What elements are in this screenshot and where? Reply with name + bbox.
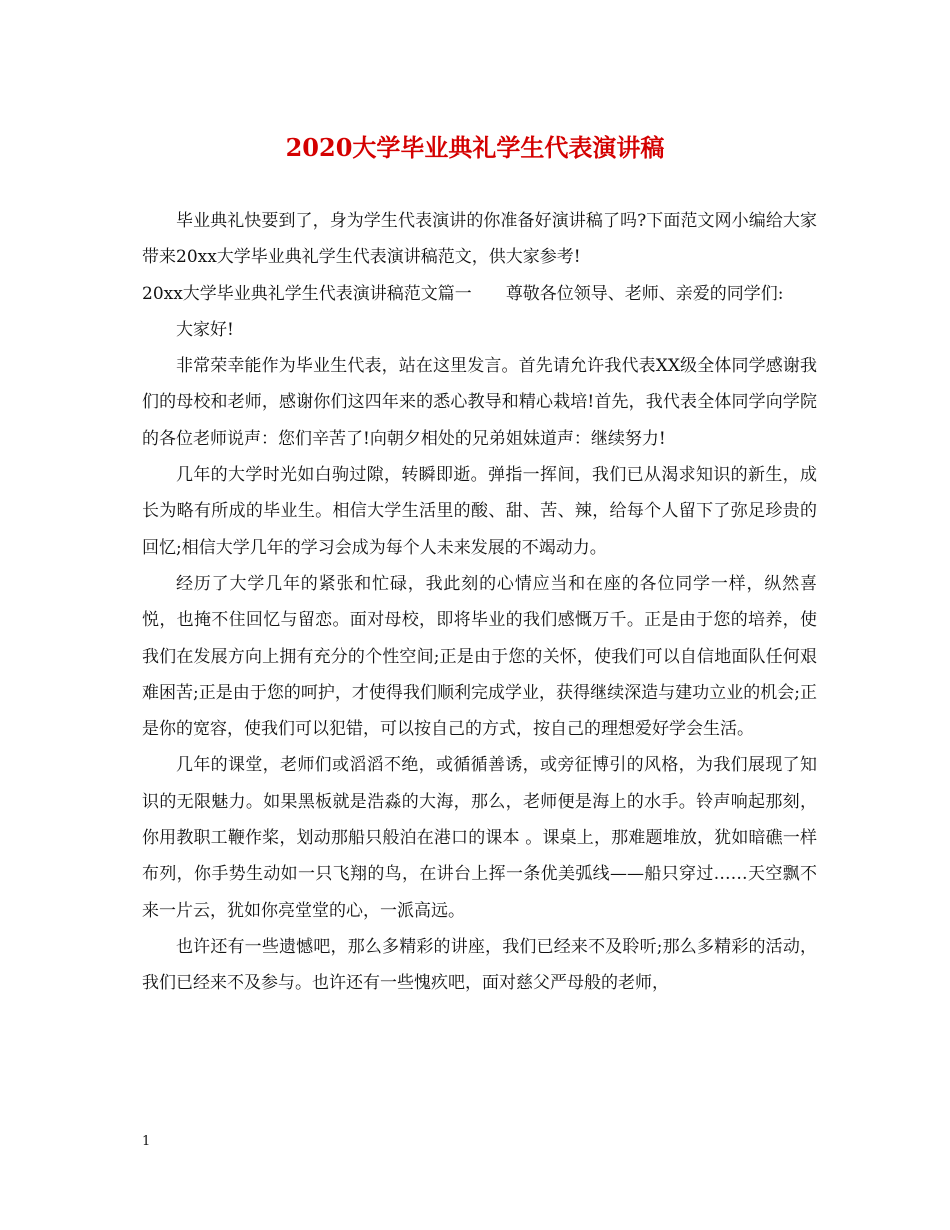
greeting: 大家好! xyxy=(176,319,234,340)
document-body xyxy=(142,203,817,1002)
section-heading-label: 20xx大学毕业典礼学生代表演讲稿范文篇一 xyxy=(142,283,472,304)
salutation: 尊敬各位领导、老师、亲爱的同学们: xyxy=(505,283,784,304)
body-paragraph-5: 也许还有一些遗憾吧，那么多精彩的讲座，我们已经来不及聆听;那么多精彩的活动，我们已经来不及参与。也许还有一些愧疚吧，面对慈父严母般的老师， xyxy=(142,936,817,994)
intro-paragraph: 毕业典礼快要到了，身为学生代表演讲的你准备好演讲稿了吗?下面范文网小编给大家带来20xx大学毕业典礼学生代表演讲稿范文，供大家参考! xyxy=(142,211,817,268)
section-heading-line xyxy=(142,276,817,312)
page-number: 1 xyxy=(142,1134,151,1149)
body-paragraph-2: 几年的大学时光如白驹过隙，转瞬即逝。弹指一挥间，我们已从渴求知识的新生，成长为略有所成的毕业生。相信大学生活里的酸、甜、苦、辣，给每个人留下了弥足珍贵的回忆;相信大学几年的学习会成为每个人未来发展的不竭动力。 xyxy=(142,465,817,558)
document-title: 2020大学毕业典礼学生代表演讲稿 xyxy=(285,133,665,162)
body-paragraph-1: 非常荣幸能作为毕业生代表，站在这里发言。首先请允许我代表XX级全体同学感谢我们的母校和老师，感谢你们这四年来的悉心教导和精心栽培!首先，我代表全体同学向学院的各位老师说声：您们辛苦了!向朝夕相处的兄弟姐妹道声：继续努力! xyxy=(142,356,817,449)
body-paragraph-4: 几年的课堂，老师们或滔滔不绝，或循循善诱，或旁征博引的风格，为我们展现了知识的无限魅力。如果黑板就是浩淼的大海，那么，老师便是海上的水手。铃声响起那刻，你用教职工鞭作桨，划动那船只般泊在港口的课本 。课桌上，那难题堆放，犹如暗礁一样布列，你手势生动如一只飞翔的鸟，在讲台上挥一条优美弧线——船只穿过……天空飘不来一片云，犹如你亮堂堂的心，一派高远。 xyxy=(142,755,817,921)
body-paragraph-3: 经历了大学几年的紧张和忙碌，我此刻的心情应当和在座的各位同学一样，纵然喜悦，也掩不住回忆与留恋。面对母校，即将毕业的我们感慨万千。正是由于您的培养，使我们在发展方向上拥有充分的个性空间;正是由于您的关怀，使我们可以自信地面队任何艰难困苦;正是由于您的呵护，才使得我们顺利完成学业，获得继续深造与建功立业的机会;正是你的宽容，使我们可以犯错，可以按自己的方式，按自己的理想爱好学会生活。 xyxy=(142,573,817,740)
